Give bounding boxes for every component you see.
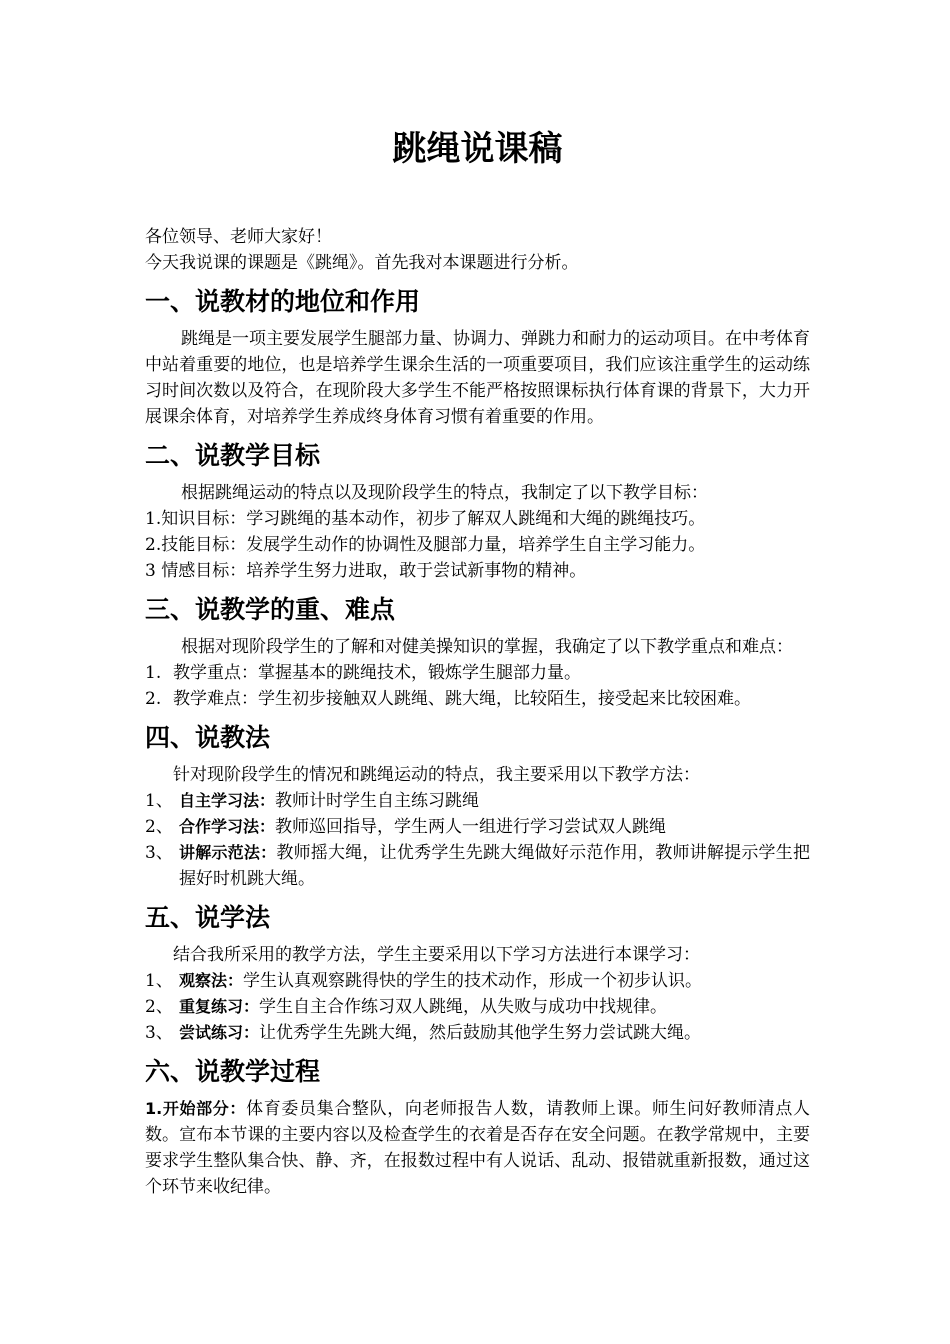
list-body: 学生自主合作练习双人跳绳，从失败与成功中找规律。 xyxy=(259,997,668,1017)
section-4-paragraph: 针对现阶段学生的情况和跳绳运动的特点，我主要采用以下教学方法： xyxy=(173,765,700,785)
section-heading-2: 二、说教学目标 xyxy=(145,441,321,470)
list-body: 让优秀学生先跳大绳，然后鼓励其他学生努力尝试跳大绳。 xyxy=(259,1023,702,1043)
goal-emotion: 3 情感目标：培养学生努力进取，敢于尝试新事物的精神。 xyxy=(145,561,587,581)
section-heading-6: 六、说教学过程 xyxy=(145,1057,321,1086)
list-number: 2、 xyxy=(145,817,173,837)
list-item xyxy=(145,788,810,814)
greeting: 各位领导、老师大家好！ xyxy=(145,227,332,247)
list-bold-label: 重复练习： xyxy=(179,997,260,1016)
section-1-paragraph: 跳绳是一项主要发展学生腿部力量、协调力、弹跳力和耐力的运动项目。在中考体育中站着重要的地位，也是培养学生课余生活的一项重要项目，我们应该注重学生的运动练习时间次数以及符合，在现阶段大多学生不能严格按照课标执行体育课的背景下，大力开展课余体育，对培养学生养成终身体育习惯有着重要的作用。 xyxy=(145,329,810,427)
list-text xyxy=(179,814,810,840)
section-heading-4: 四、说教法 xyxy=(145,723,271,752)
list-number: 1、 xyxy=(145,971,173,991)
section-2-paragraph: 根据跳绳运动的特点以及现阶段学生的特点，我制定了以下教学目标： xyxy=(181,483,708,503)
intro: 今天我说课的课题是《跳绳》。首先我对本课题进行分析。 xyxy=(145,253,579,273)
list-text xyxy=(179,968,810,994)
section-heading-5: 五、说学法 xyxy=(145,903,271,932)
list-number: 1. xyxy=(145,663,162,683)
section-heading-1: 一、说教材的地位和作用 xyxy=(145,287,421,316)
list-number: 1、 xyxy=(145,791,173,811)
list-item xyxy=(145,660,810,686)
start-part-label: 1.开始部分： xyxy=(145,1099,247,1118)
list-body: 教师巡回指导，学生两人一组进行学习尝试双人跳绳 xyxy=(275,817,667,837)
list-bold-label: 观察法： xyxy=(179,971,244,990)
list-body: 教师计时学生自主练习跳绳 xyxy=(275,791,480,811)
list-number: 3、 xyxy=(145,1023,173,1043)
start-part-text: 体育委员集合整队，向老师报告人数，请教师上课。师生问好教师清点人数。宣布本节课的主要内容以及检查学生的衣着是否存在安全问题。在教学常规中，主要要求学生整队集合快、静、齐，在报数过程中有人说话、乱动、报错就重新报数，通过这个环节来收纪律。 xyxy=(145,1099,811,1197)
list-item xyxy=(145,1020,810,1046)
list-bold-label: 自主学习法： xyxy=(179,791,276,810)
list-item xyxy=(145,840,810,892)
list-item xyxy=(145,968,810,994)
list-text xyxy=(179,788,810,814)
section-6-paragraph xyxy=(145,1096,810,1200)
list-text: 教学重点：掌握基本的跳绳技术，锻炼学生腿部力量。 xyxy=(173,663,581,683)
list-text xyxy=(179,994,810,1020)
list-bold-label: 尝试练习： xyxy=(179,1023,260,1042)
list-item xyxy=(145,814,810,840)
list-number: 3、 xyxy=(145,843,173,863)
list-body: 教师摇大绳，让优秀学生先跳大绳做好示范作用，教师讲解提示学生把握好时机跳大绳。 xyxy=(179,843,810,889)
list-number: 2. xyxy=(145,689,162,709)
goal-knowledge: 1.知识目标：学习跳绳的基本动作，初步了解双人跳绳和大绳的跳绳技巧。 xyxy=(145,509,706,529)
page-title: 跳绳说课稿 xyxy=(392,129,563,169)
list-text: 教学难点：学生初步接触双人跳绳、跳大绳，比较陌生，接受起来比较困难。 xyxy=(173,689,751,709)
section-heading-3: 三、说教学的重、难点 xyxy=(145,595,396,624)
goal-skill: 2.技能目标：发展学生动作的协调性及腿部力量，培养学生自主学习能力。 xyxy=(145,535,706,555)
list-number: 2、 xyxy=(145,997,173,1017)
list-text xyxy=(179,840,810,892)
list-item xyxy=(145,994,810,1020)
list-bold-label: 讲解示范法： xyxy=(179,843,277,862)
section-5-paragraph: 结合我所采用的教学方法，学生主要采用以下学习方法进行本课学习： xyxy=(173,945,700,965)
list-bold-label: 合作学习法： xyxy=(179,817,276,836)
list-text xyxy=(179,1020,810,1046)
list-body: 学生认真观察跳得快的学生的技术动作，形成一个初步认识。 xyxy=(243,971,703,991)
document-body xyxy=(145,224,810,1200)
list-item xyxy=(145,686,810,712)
section-3-paragraph: 根据对现阶段学生的了解和对健美操知识的掌握，我确定了以下教学重点和难点： xyxy=(181,637,793,657)
